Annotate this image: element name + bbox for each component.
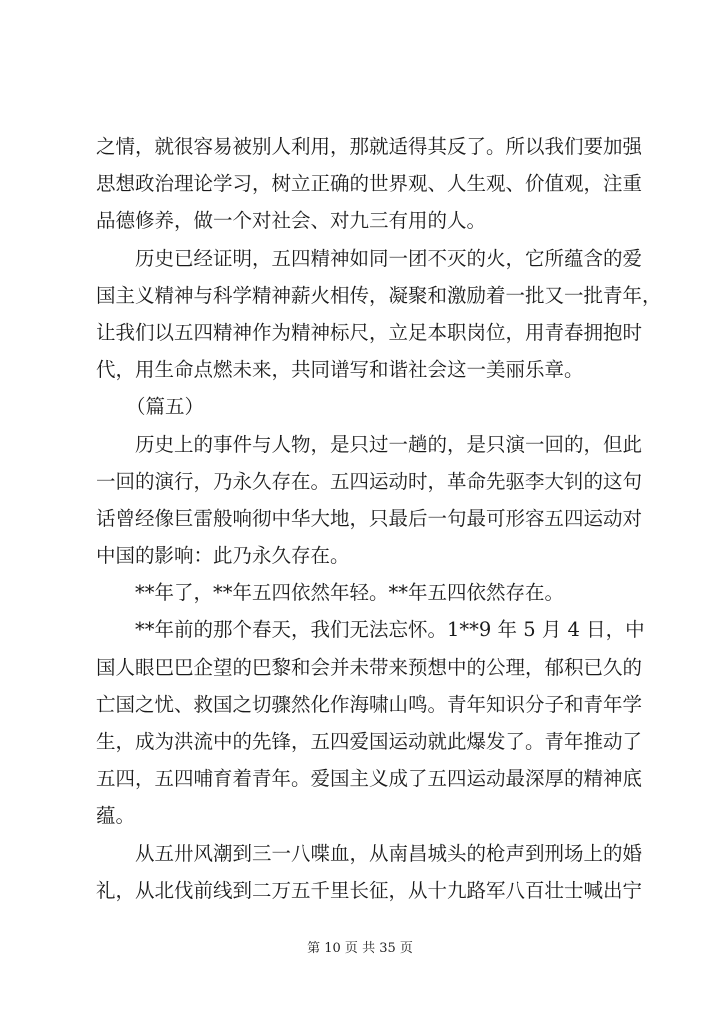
text-line: 国人眼巴巴企望的巴黎和会并未带来预想中的公理，郁积已久的 [96, 655, 643, 679]
text-line: 之情，就很容易被别人利用，那就适得其反了。所以我们要加强 [96, 135, 643, 158]
text-line: 蕴。 [96, 804, 136, 828]
text-line: 思想政治理论学习，树立正确的世界观、人生观、价值观，注重 [96, 172, 643, 196]
text-line: 品德修养，做一个对社会、对九三有用的人。 [96, 209, 487, 233]
text-line: 历史上的事件与人物，是只过一趟的，是只演一回的，但此 [135, 432, 643, 456]
text-line: 生，成为洪流中的先锋，五四爱国运动就此爆发了。青年推动了 [96, 730, 643, 753]
text-line: 中国的影响：此乃永久存在。 [96, 544, 350, 568]
text-line: 五四，五四哺育着青年。爱国主义成了五四运动最深厚的精神底 [96, 767, 643, 791]
text-line: 历史已经证明，五四精神如同一团不灭的火，它所蕴含的爱 [135, 246, 643, 270]
text-line: 亡国之忧、救国之切骤然化作海啸山鸣。青年知识分子和青年学 [96, 692, 643, 716]
text-line: 从五卅风潮到三一八喋血，从南昌城头的枪声到刑场上的婚 [135, 841, 643, 865]
section-heading: （篇五） [126, 395, 205, 419]
document-body [96, 128, 662, 909]
text-line: 代，用生命点燃未来，共同谱写和谐社会这一美丽乐章。 [96, 358, 584, 382]
text-line: 话曾经像巨雷般响彻中华大地，只最后一句最可形容五四运动对 [96, 506, 643, 530]
text-line: **年前的那个春天，我们无法忘怀。1**9 年 5 月 4 日，中 [135, 618, 645, 642]
text-line: 礼，从北伐前线到二万五千里长征，从十九路军八百壮士喊出宁 [96, 878, 643, 902]
text-line: **年了，**年五四依然年轻。**年五四依然存在。 [135, 581, 565, 605]
text-line: 一回的演行，乃永久存在。五四运动时，革命先驱李大钊的这句 [96, 469, 643, 493]
page-number-footer: 第 10 页 共 35 页 [307, 941, 413, 956]
text-line: 国主义精神与科学精神薪火相传，凝聚和激励着一批又一批青年， [96, 283, 662, 307]
text-line: 让我们以五四精神作为精神标尺，立足本职岗位，用青春拥抱时 [96, 320, 643, 344]
